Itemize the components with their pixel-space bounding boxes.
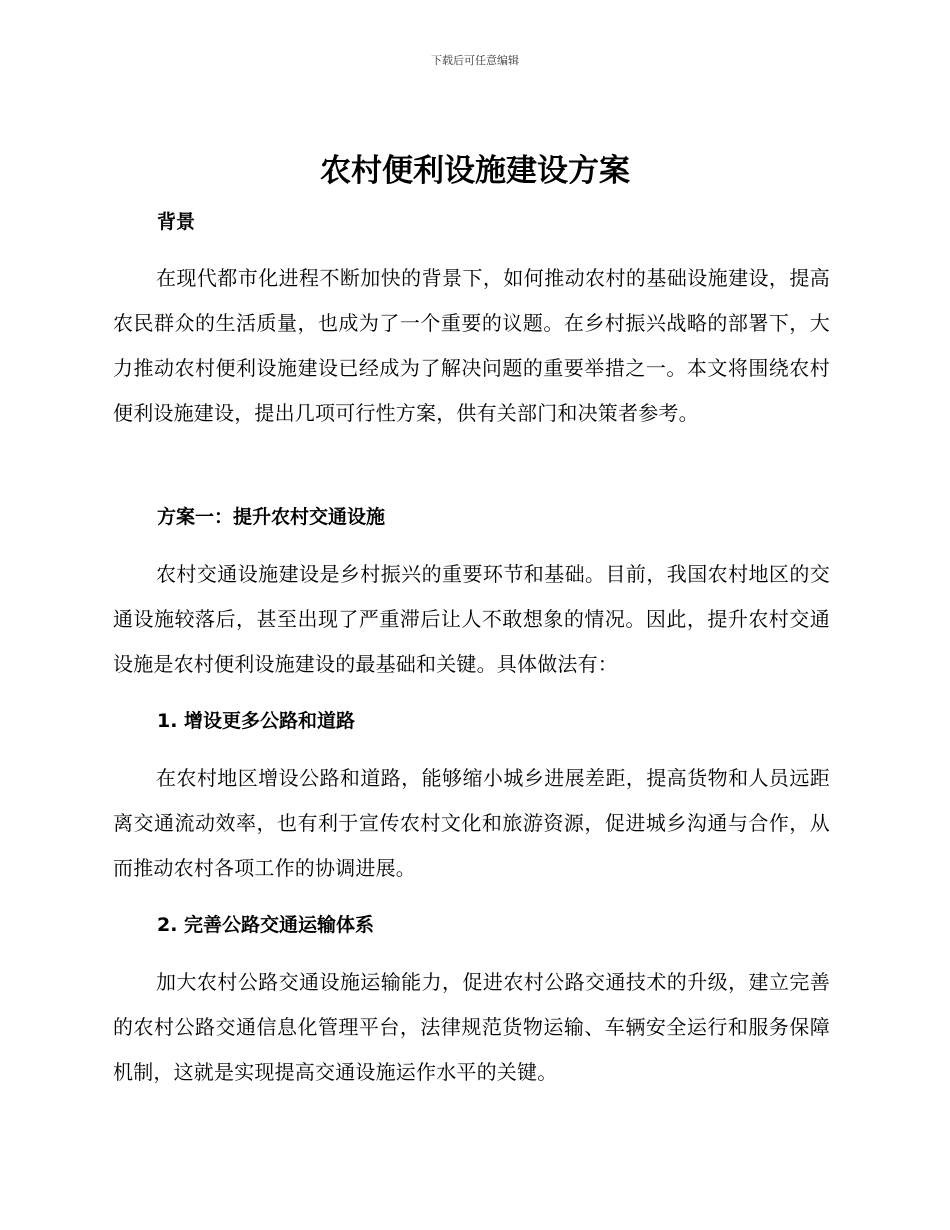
item1-paragraph: 在农村地区增设公路和道路，能够缩小城乡进展差距，提高货物和人员远距离交通流动效率，也有利于宣传农村文化和旅游资源，促进城乡沟通与合作，从而推动农村各项工作的协调进展。: [113, 766, 830, 880]
item2-heading: 2. 完善公路交通运输体系: [157, 914, 375, 936]
background-heading: 背景: [157, 211, 196, 233]
document-title: 农村便利设施建设方案: [320, 153, 630, 189]
page-header-note: 下载后可任意编辑: [431, 54, 519, 67]
item1-heading: 1. 增设更多公路和道路: [157, 710, 356, 732]
plan1-heading: 方案一：提升农村交通设施: [157, 506, 386, 528]
item2-paragraph: 加大农村公路交通设施运输能力，促进农村公路交通技术的升级，建立完善的农村公路交通信息化管理平台，法律规范货物运输、车辆安全运行和服务保障机制，这就是实现提高交通设施运作水平的关键。: [113, 970, 830, 1084]
background-paragraph: 在现代都市化进程不断加快的背景下，如何推动农村的基础设施建设，提高农民群众的生活质量，也成为了一个重要的议题。在乡村振兴战略的部署下，大力推动农村便利设施建设已经成为了解决问题的重要举措之一。本文将围绕农村便利设施建设，提出几项可行性方案，供有关部门和决策者参考。: [113, 266, 830, 425]
plan1-paragraph: 农村交通设施建设是乡村振兴的重要环节和基础。目前，我国农村地区的交通设施较落后，甚至出现了严重滞后让人不敢想象的情况。因此，提升农村交通设施是农村便利设施建设的最基础和关键。具体做法有：: [113, 562, 830, 676]
